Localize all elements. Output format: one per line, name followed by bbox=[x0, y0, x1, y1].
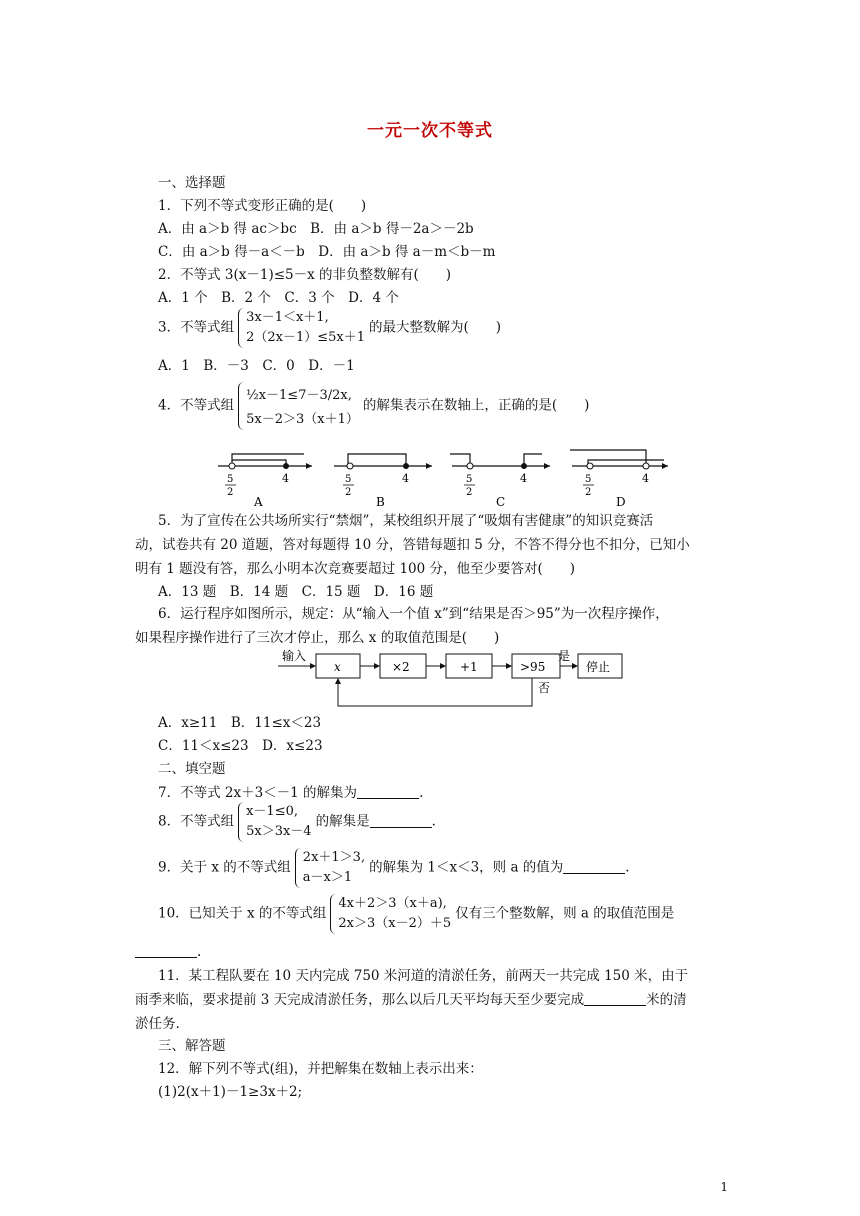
svg-text:2: 2 bbox=[345, 487, 352, 498]
q8-suffix: 的解集是 bbox=[315, 813, 370, 830]
q7-text: 7．不等式 2x＋3＜－1 的解集为 bbox=[158, 785, 358, 801]
q9-suffix: 的解集为 1＜x＜3，则 a 的值为 bbox=[369, 859, 564, 876]
tick-4-a: 4 bbox=[282, 472, 289, 485]
number-line-d bbox=[570, 450, 668, 509]
q10-answer-line bbox=[135, 942, 201, 962]
q8-prefix: 8．不等式组 bbox=[158, 813, 235, 830]
q6-line-1: 6．运行程序如图所示，规定：从“输入一个值 x”到“结果是否＞95”为一次程序操作， bbox=[158, 606, 669, 622]
q11-line-2-text: 雨季来临，要求提前 3 天完成清淤任务，那么以后几天平均每天至少要完成 bbox=[135, 992, 585, 1008]
q3-stem bbox=[158, 308, 501, 348]
number-line-c bbox=[450, 454, 550, 509]
q2-options: A．1 个 B．2 个 C．3 个 D．4 个 bbox=[158, 290, 399, 306]
q1-options-cd: C．由 a＞b 得－a＜－b D．由 a＞b 得 a－m＜b－m bbox=[158, 244, 496, 260]
tick-5-2-a: 5 bbox=[227, 474, 234, 485]
q5-options: A．13 题 B．14 题 C．15 题 D．16 题 bbox=[158, 584, 434, 600]
svg-text:5: 5 bbox=[585, 474, 592, 485]
q11-line-2 bbox=[135, 988, 725, 1012]
q3-options: A．1 B．－3 C．0 D．－1 bbox=[158, 358, 355, 374]
svg-text:5: 5 bbox=[466, 474, 473, 485]
flow-box-times2-label: ×2 bbox=[392, 660, 410, 674]
q9-system bbox=[295, 848, 365, 888]
q7 bbox=[158, 783, 423, 803]
q3-ineq-2: 2（2x－1）≤5x＋1 bbox=[246, 330, 366, 345]
flow-no-label: 否 bbox=[538, 681, 551, 695]
section-heading-choice: 一、选择题 bbox=[158, 175, 226, 191]
q4-ineq-2: 5x－2＞3（x＋1） bbox=[246, 412, 359, 427]
q9-ineq-1: 2x＋1＞3, bbox=[302, 850, 366, 865]
svg-text:2: 2 bbox=[227, 487, 234, 498]
q8-ineq-2: 5x＞3x－4 bbox=[246, 824, 312, 839]
flow-box-plus1-label: +1 bbox=[460, 660, 478, 674]
q10-ineq-2: 2x＞3（x－2）＋5 bbox=[338, 916, 452, 931]
page-title: 一元一次不等式 bbox=[367, 121, 493, 141]
q7-answer-blank bbox=[357, 784, 419, 799]
q1-options-ab: A．由 a＞b 得 ac＞bc B．由 a＞b 得－2a＞－2b bbox=[158, 221, 474, 237]
number-line-b bbox=[334, 454, 432, 509]
q10 bbox=[158, 894, 674, 934]
flow-box-x-label: x bbox=[334, 660, 341, 674]
q8-system bbox=[238, 802, 311, 842]
flow-yes-label: 是 bbox=[558, 649, 571, 663]
q9-prefix: 9．关于 x 的不等式组 bbox=[158, 859, 291, 876]
q10-suffix: 仅有三个整数解，则 a 的取值范围是 bbox=[455, 905, 675, 922]
q8 bbox=[158, 802, 436, 842]
q4-ineq-1: ½x－1≤7－3/2x, bbox=[246, 388, 352, 403]
q8-answer-blank bbox=[370, 813, 432, 828]
label-b: B bbox=[376, 495, 385, 509]
q9-end: . bbox=[625, 859, 630, 876]
q6-options-cd: C．11＜x≤23 D．x≤23 bbox=[158, 738, 323, 754]
svg-text:4: 4 bbox=[402, 472, 409, 485]
q6-text bbox=[135, 602, 725, 650]
q12-stem: 12．解下列不等式(组)，并把解集在数轴上表示出来： bbox=[158, 1061, 483, 1077]
q8-ineq-1: x－1≤0, bbox=[246, 804, 298, 819]
q11-line-3: 淤任务. bbox=[135, 1016, 180, 1032]
q4-prefix: 4．不等式组 bbox=[158, 397, 235, 414]
page-number: 1 bbox=[720, 1180, 728, 1194]
q6-flowchart bbox=[270, 644, 650, 712]
q3-system bbox=[238, 308, 365, 348]
q10-ineq-1: 4x＋2＞3（x＋a), bbox=[338, 896, 447, 911]
q1-stem: 1．下列不等式变形正确的是( ) bbox=[158, 198, 367, 214]
q10-system bbox=[330, 894, 451, 934]
label-a: A bbox=[254, 495, 263, 509]
q5-text bbox=[135, 509, 725, 581]
q11-line-2-end: 米的清 bbox=[646, 992, 687, 1008]
svg-text:5: 5 bbox=[345, 474, 352, 485]
q9-ineq-2: a－x＞1 bbox=[302, 870, 353, 885]
q11-answer-blank bbox=[584, 991, 646, 1006]
svg-text:4: 4 bbox=[520, 472, 527, 485]
q3-prefix: 3．不等式组 bbox=[158, 319, 235, 336]
q4-system bbox=[238, 382, 359, 430]
q10-end: . bbox=[197, 944, 202, 960]
q3-suffix: 的最大整数解为( ) bbox=[369, 319, 502, 336]
q11-text bbox=[135, 964, 725, 1036]
q9 bbox=[158, 848, 630, 888]
q4-suffix: 的解集表示在数轴上，正确的是( ) bbox=[362, 397, 590, 414]
q11-line-1: 11．某工程队要在 10 天内完成 750 米河道的清淤任务，前两天一共完成 150 米，由于 bbox=[158, 968, 689, 984]
flow-input-label: 输入 bbox=[282, 649, 307, 663]
q5-line-3: 明有 1 题没有答，那么小明本次竞赛要超过 100 分，他至少要答对( ) bbox=[135, 561, 576, 577]
q4-stem bbox=[158, 382, 589, 430]
svg-text:2: 2 bbox=[466, 487, 473, 498]
section-heading-solve: 三、解答题 bbox=[158, 1038, 226, 1054]
flow-stop-label: 停止 bbox=[586, 660, 611, 674]
q12-sub1: (1)2(x＋1)－1≥3x＋2; bbox=[158, 1084, 303, 1100]
q7-end: . bbox=[419, 785, 424, 801]
section-heading-fill: 二、填空题 bbox=[158, 761, 226, 777]
q10-prefix: 10．已知关于 x 的不等式组 bbox=[158, 905, 327, 922]
svg-text:4: 4 bbox=[642, 472, 649, 485]
q9-answer-blank bbox=[563, 859, 625, 874]
q3-ineq-1: 3x－1＜x＋1, bbox=[246, 310, 329, 325]
number-line-a bbox=[218, 454, 312, 509]
q5-line-1: 5．为了宣传在公共场所实行“禁烟”，某校组织开展了“吸烟有害健康”的知识竞赛活 bbox=[158, 513, 654, 529]
q6-line-2: 如果程序操作进行了三次才停止，那么 x 的取值范围是( ) bbox=[135, 630, 500, 646]
q5-line-2: 动，试卷共有 20 道题，答对每题得 10 分，答错每题扣 5 分，不答不得分也不扣分，已知小 bbox=[135, 537, 690, 553]
q6-options-ab: A．x≥11 B．11≤x＜23 bbox=[158, 715, 322, 731]
svg-text:2: 2 bbox=[585, 487, 592, 498]
q8-end: . bbox=[431, 813, 436, 830]
q2-stem: 2．不等式 3(x－1)≤5－x 的非负整数解有( ) bbox=[158, 267, 452, 283]
label-d: D bbox=[616, 495, 626, 509]
label-c: C bbox=[496, 495, 506, 509]
q4-number-lines bbox=[210, 444, 680, 512]
q10-answer-blank bbox=[135, 943, 197, 958]
flow-box-gt95-label: >95 bbox=[520, 660, 546, 674]
